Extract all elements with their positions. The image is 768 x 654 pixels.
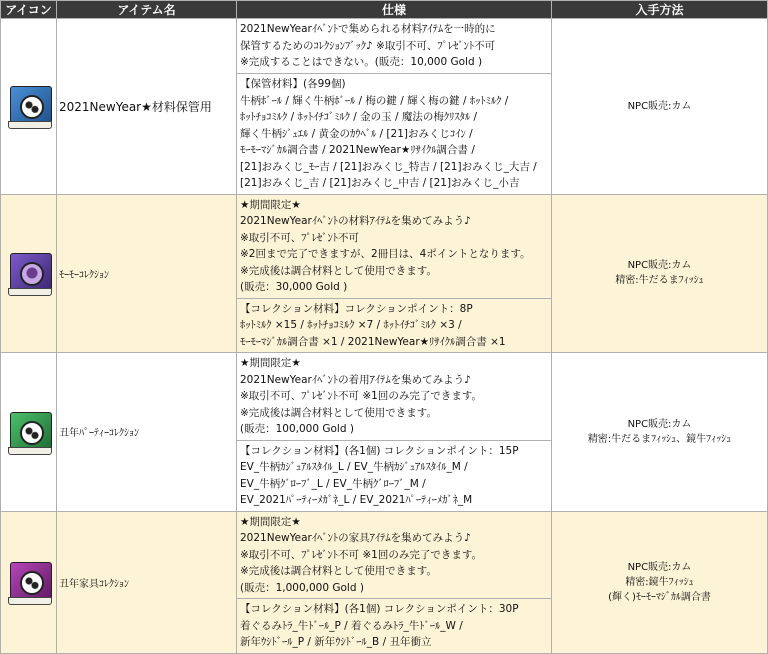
item-spec-materials: [237, 298, 552, 353]
text-line: ※完成後は調合材料として使用できます。: [240, 565, 437, 577]
table-row: [1, 511, 768, 599]
name-column-header: アイテム名: [57, 1, 237, 19]
text-line: ※取引不可、ﾌﾟﾚｾﾞﾝﾄ不可 ※1回のみ完了できます。: [240, 548, 483, 561]
text-line: 牛柄ﾎﾞｰﾙ / 輝く牛柄ﾎﾞｰﾙ / 梅の鍵 / 輝く梅の鍵 / ﾎｯﾄﾐﾙｸ /: [240, 94, 509, 107]
purple-book-icon: [6, 250, 52, 296]
text-line: 【コレクション材料】(各1個) コレクションポイント：15P: [240, 444, 519, 457]
text-line: ﾎｯﾄﾐﾙｸ ×15 / ﾎｯﾄﾁｮｺﾐﾙｸ ×7 / ﾎｯﾄｲﾁｺﾞﾐﾙｸ ×3 /: [240, 319, 462, 331]
text-line: EV_牛柄ｸﾞﾛｰﾌﾞ_L / EV_牛柄ｸﾞﾛｰﾌﾞ_M /: [240, 477, 426, 490]
item-acquisition-method: [552, 194, 768, 353]
text-line: ※完成後は調合材料として使用できます。: [240, 406, 437, 419]
text-line: ﾎｯﾄﾁｮｺﾐﾙｸ / ﾎｯﾄｲﾁｺﾞﾐﾙｸ / 金の玉 / 魔法の梅ｸﾘｽﾀﾙ /: [240, 111, 478, 123]
text-line: 輝く牛柄ｼﾞｭｴﾙ / 黄金のｶｳﾍﾞﾙ / [21]おみくじｺｲﾝ /: [240, 127, 473, 140]
text-line: (販売：100,000 Gold ): [240, 423, 354, 435]
text-line: ※取引不可、ﾌﾟﾚｾﾞﾝﾄ不可 ※1回のみ完了できます。: [240, 390, 483, 402]
text-line: ﾓｰﾓｰﾏｼﾞｶﾙ調合書 ×1 / 2021NewYear★ﾘｻｲｸﾙ調合書 ×1: [240, 335, 506, 348]
text-line: ※完成することはできない。(販売：10,000 Gold ): [240, 56, 483, 68]
text-line: 2021NewYearｲﾍﾞﾝﾄの家具ｱｲﾃﾑを集めてみよう♪: [240, 532, 471, 544]
table-header-row: [1, 1, 768, 19]
text-line: 【保管材料】(各99個): [240, 78, 346, 90]
text-line: EV_2021ﾊﾟｰﾃｨｰﾒｶﾞﾈ_L / EV_2021ﾊﾟｰﾃｨｰﾒｶﾞﾈ_M: [240, 494, 473, 506]
item-name: ﾓｰﾓｰｺﾚｸｼｮﾝ: [57, 194, 237, 353]
text-line: 精密:牛だるまﾌｨｯｼｭ、鏡牛ﾌｨｯｼｭ: [587, 433, 732, 445]
text-line: 着ぐるみﾄﾗ_牛ﾄﾞｰﾙ_P / 着ぐるみﾄﾗ_牛ﾄﾞｰﾙ_W /: [240, 619, 463, 632]
green-book-icon: [6, 409, 52, 455]
text-line: (販売：30,000 Gold ): [240, 281, 348, 293]
item-spec-description: [237, 19, 552, 74]
item-spec-description: [237, 353, 552, 441]
item-acquisition-method: [552, 19, 768, 195]
table-row: [1, 19, 768, 74]
text-line: ※取引不可、ﾌﾟﾚｾﾞﾝﾄ不可: [240, 231, 360, 244]
method-column-header: 入手方法: [552, 1, 768, 19]
text-line: ★期間限定★: [240, 198, 301, 211]
text-line: (輝く)ﾓｰﾓｰﾏｼﾞｶﾙ調合書: [608, 591, 711, 603]
item-name: 2021NewYear★材料保管用: [57, 19, 237, 195]
text-line: 2021NewYearｲﾍﾞﾝﾄの着用ｱｲﾃﾑを集めてみよう♪: [240, 373, 471, 386]
item-name: 丑年ﾊﾟｰﾃｨｰｺﾚｸｼｮﾝ: [57, 353, 237, 512]
text-line: 【コレクション材料】コレクションポイント：8P: [240, 302, 473, 315]
magenta-book-icon: [6, 559, 52, 605]
text-line: NPC販売:カム: [627, 418, 692, 430]
text-line: ※2回まで完了できますが、2冊目は、4ポイントとなります。: [240, 248, 531, 260]
text-line: ※完成後は調合材料として使用できます。: [240, 264, 437, 277]
table-row: [1, 353, 768, 441]
item-spec-materials: [237, 440, 552, 511]
text-line: NPC販売:カム: [627, 561, 692, 573]
icon-column-header: アイコン: [1, 1, 57, 19]
spec-column-header: 仕様: [237, 1, 552, 19]
item-spec-description: [237, 194, 552, 298]
table-row: [1, 194, 768, 298]
text-line: EV_牛柄ｶｼﾞｭｱﾙｽﾀｲﾙ_L / EV_牛柄ｶｼﾞｭｱﾙｽﾀｲﾙ_M /: [240, 461, 468, 473]
text-line: ★期間限定★: [240, 357, 301, 369]
text-line: 2021NewYearｲﾍﾞﾝﾄで集められる材料ｱｲﾃﾑを一時的に: [240, 23, 496, 35]
text-line: 精密:牛だるまﾌｨｯｼｭ: [615, 275, 704, 287]
item-spec-description: [237, 511, 552, 599]
item-acquisition-method: [552, 511, 768, 653]
text-line: ﾓｰﾓｰﾏｼﾞｶﾙ調合書 / 2021NewYear★ﾘｻｲｸﾙ調合書 /: [240, 144, 475, 156]
text-line: 【コレクション材料】(各1個) コレクションポイント：30P: [240, 603, 519, 615]
blue-book-icon: [6, 83, 52, 129]
item-spec-materials: [237, 74, 552, 195]
text-line: 保管するためのｺﾚｸｼｮﾝﾌﾞｯｸ♪ ※取引不可、ﾌﾟﾚｾﾞﾝﾄ不可: [240, 39, 496, 52]
text-line: 精密:鏡牛ﾌｨｯｼｭ: [625, 576, 694, 588]
text-line: 2021NewYearｲﾍﾞﾝﾄの材料ｱｲﾃﾑを集めてみよう♪: [240, 215, 471, 227]
text-line: [21]おみくじ_ﾓｰ吉 / [21]おみくじ_特吉 / [21]おみくじ_大吉 /: [240, 160, 537, 173]
text-line: NPC販売:カム: [627, 100, 692, 112]
item-name: 丑年家具ｺﾚｸｼｮﾝ: [57, 511, 237, 653]
item-acquisition-method: [552, 353, 768, 512]
text-line: ★期間限定★: [240, 515, 301, 528]
text-line: NPC販売:カム: [627, 260, 692, 272]
text-line: 新年ｳｼﾄﾞｰﾙ_P / 新年ｳｼﾄﾞｰﾙ_B / 丑年衝立: [240, 636, 432, 648]
text-line: [21]おみくじ_吉 / [21]おみくじ_中吉 / [21]おみくじ_小吉: [240, 177, 520, 189]
text-line: (販売：1,000,000 Gold ): [240, 581, 364, 594]
